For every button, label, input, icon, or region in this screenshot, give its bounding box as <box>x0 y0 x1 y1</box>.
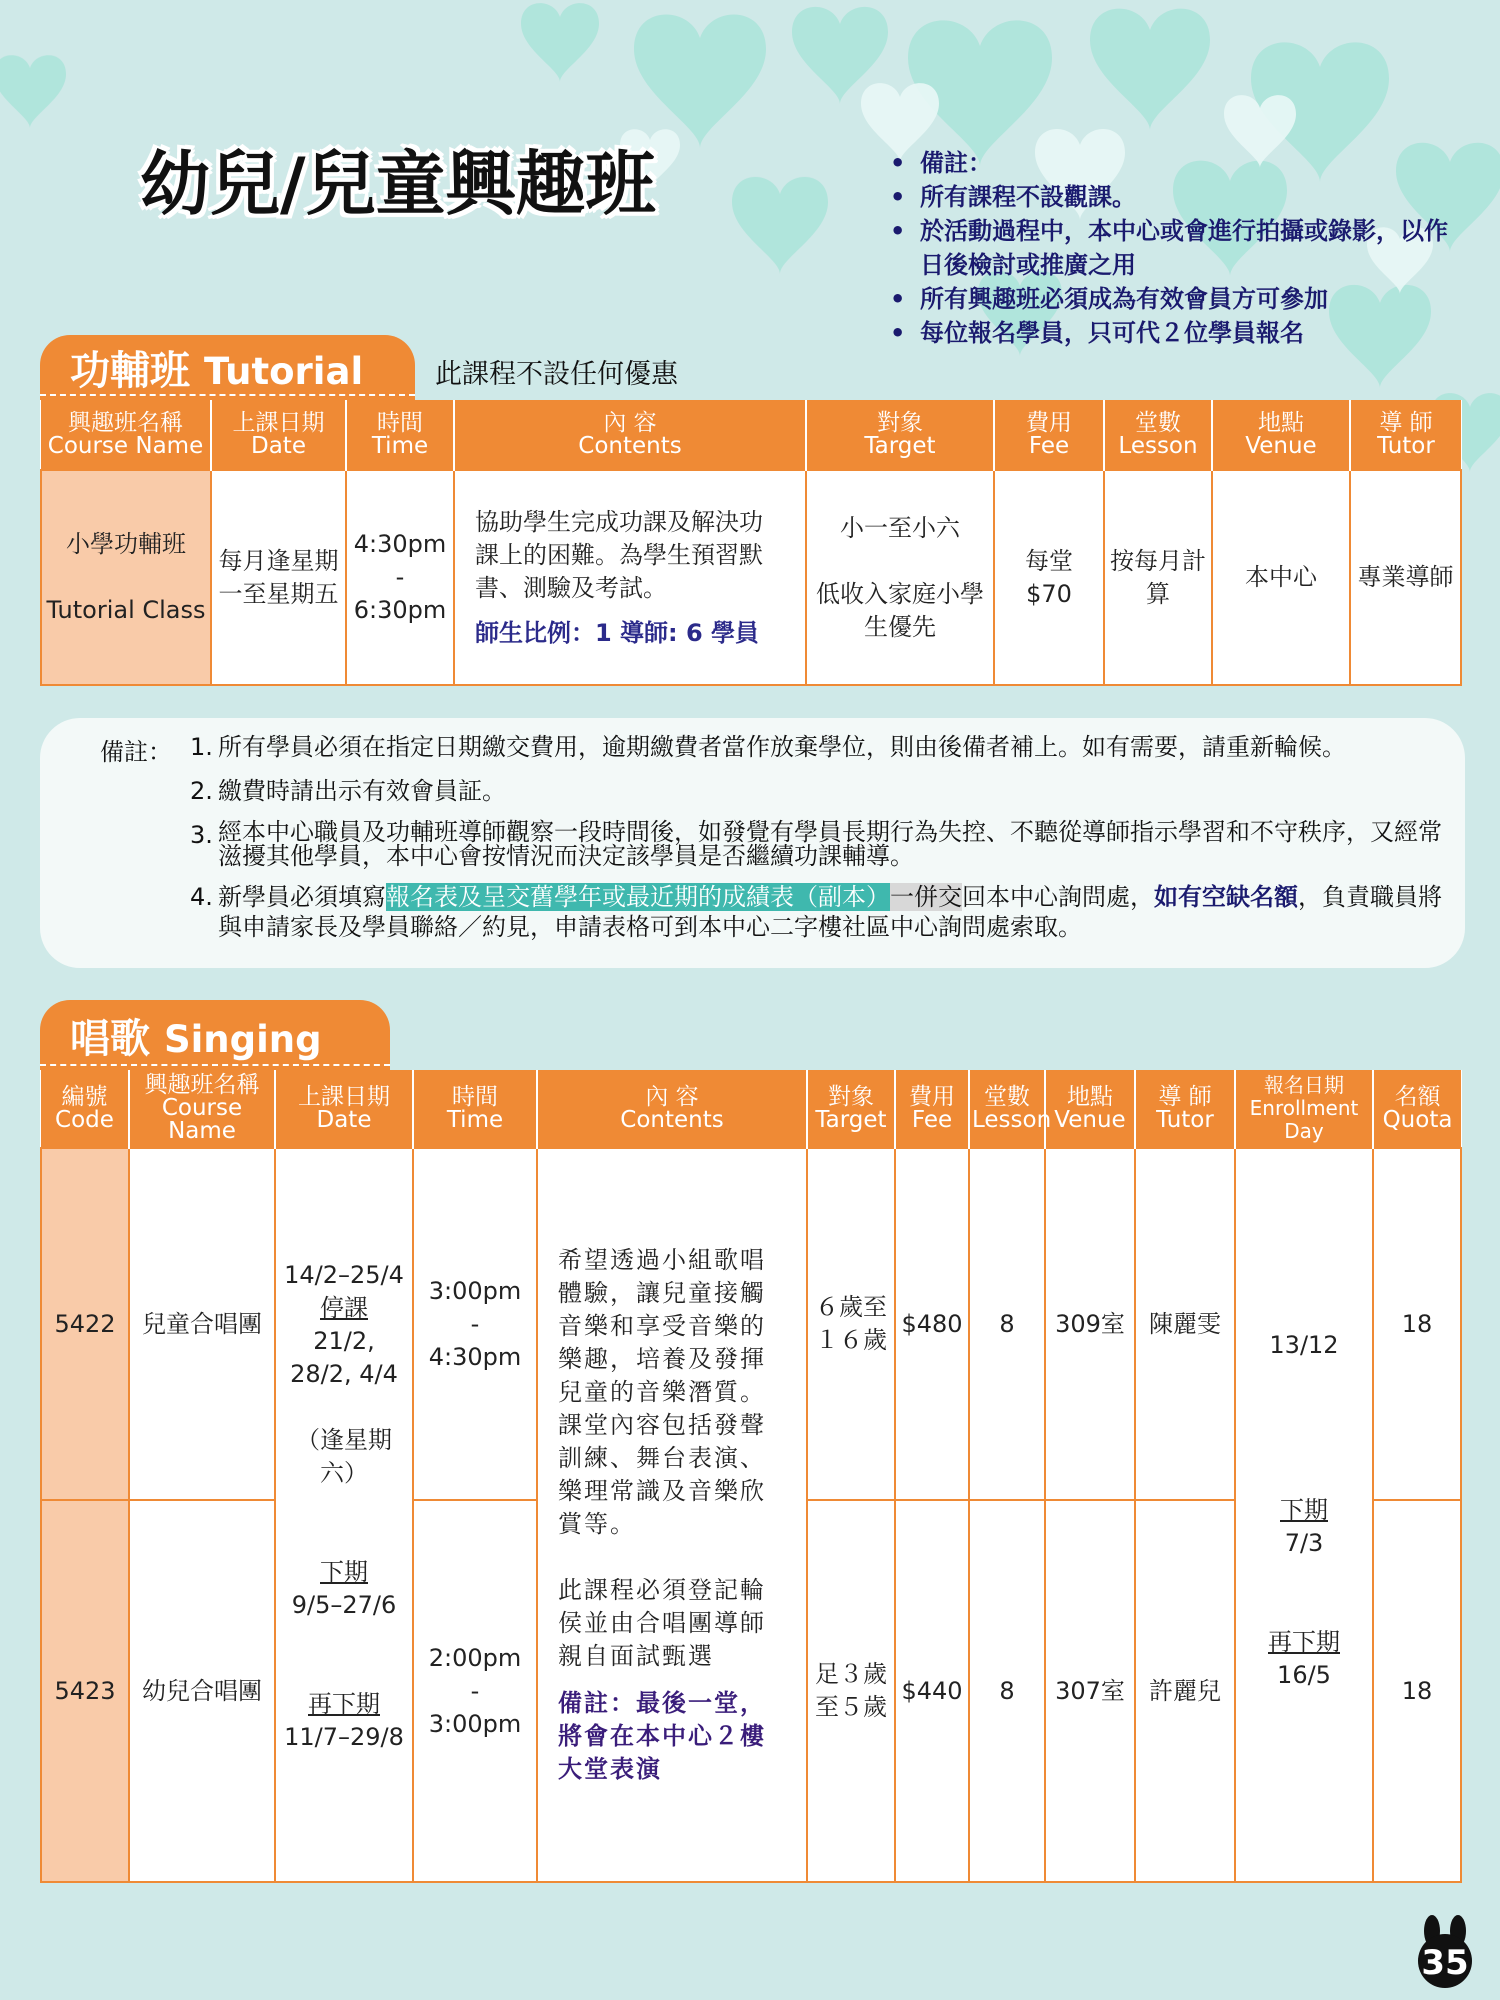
top-note: • 所有課程不設觀課。 <box>890 180 1450 214</box>
top-note: • 所有興趣班必須成為有效會員方可參加 <box>890 282 1450 316</box>
header-target: 對象 Target <box>806 400 994 470</box>
time-cell: 2:00pm - 3:00pm <box>413 1500 537 1882</box>
header-venue: 地點 Venue <box>1212 400 1350 470</box>
remark-item: 1. 所有學員必須在指定日期繳交費用，逾期繳費者當作放棄學位，則由後備者補上。如有需要，請重新輪候。 <box>190 733 1346 761</box>
header-course-name: 興趣班名稱 Course Name <box>41 400 211 470</box>
table-row <box>41 1148 1461 1500</box>
date-cell: 14/2–25/4 停課 21/2, 28/2, 4/4 （逢星期六） 下期 9/5–27/6 再下期 11/7–29/8 <box>275 1148 413 1882</box>
date-cell: 每月逢星期一至星期五 <box>211 470 346 685</box>
venue-cell: 309室 <box>1045 1148 1135 1500</box>
venue-cell: 本中心 <box>1212 470 1350 685</box>
page-number-badge <box>1408 1915 1482 1989</box>
header-date: 上課日期 Date <box>275 1070 413 1148</box>
header-time: 時間 Time <box>346 400 454 470</box>
tutor-cell: 專業導師 <box>1350 470 1461 685</box>
header-quota: 名額 Quota <box>1373 1070 1461 1148</box>
remarks-label: 備註： <box>100 738 172 766</box>
remarks-list <box>190 732 1450 956</box>
header-date: 上課日期 Date <box>211 400 346 470</box>
target-cell: ６歲至１６歲 <box>807 1148 895 1500</box>
time-cell: 4:30pm - 6:30pm <box>346 470 454 685</box>
top-note: • 備註： <box>890 146 1450 180</box>
header-lesson: 堂數 Lesson <box>1104 400 1212 470</box>
lesson-cell: 8 <box>969 1148 1045 1500</box>
remark-item: 3. 經本中心職員及功輔班導師觀察一段時間後，如發覺有學員長期行為失控、不聽從導師指示學習和不守秩序，又經常滋擾其他學員，本中心會按情況而決定該學員是否繼續功課輔導。 <box>190 818 1442 870</box>
tutorial-table <box>40 400 1462 686</box>
fee-cell: $480 <box>895 1148 969 1500</box>
quota-cell: 18 <box>1373 1148 1461 1500</box>
header-tutor: 導 師 Tutor <box>1135 1070 1235 1148</box>
course-name-cell: 小學功輔班 Tutorial Class <box>41 470 211 685</box>
header-fee: 費用 Fee <box>994 400 1104 470</box>
header-course-name: 興趣班名稱 Course Name <box>129 1070 275 1148</box>
header-time: 時間 Time <box>413 1070 537 1148</box>
remark-item: 4. 新學員必須填寫報名表及呈交舊學年或最近期的成績表（副本）一併交回本中心詢問處，如有空缺名額，負責職員將與申請家長及學員聯絡／約見，申請表格可到本中心二字樓社區中心詢問處索取。 <box>190 883 1442 941</box>
table-row <box>41 470 1461 685</box>
lesson-cell: 8 <box>969 1500 1045 1882</box>
page-title: 幼兒/兒童興趣班 <box>140 143 656 225</box>
course-name-cell: 幼兒合唱團 <box>129 1500 275 1882</box>
target-cell: 足３歲至５歲 <box>807 1500 895 1882</box>
header-lesson: 堂數 Lesson <box>969 1070 1045 1148</box>
header-venue: 地點 Venue <box>1045 1070 1135 1148</box>
header-code: 編號 Code <box>41 1070 129 1148</box>
header-tutor: 導 師 Tutor <box>1350 400 1461 470</box>
fee-cell: 每堂 $70 <box>994 470 1104 685</box>
code-cell: 5423 <box>41 1500 129 1882</box>
quota-cell: 18 <box>1373 1500 1461 1882</box>
singing-tab-title: 唱歌 Singing <box>70 1015 322 1062</box>
course-name-cell: 兒童合唱團 <box>129 1148 275 1500</box>
lesson-cell: 按每月計算 <box>1104 470 1212 685</box>
target-cell: 小一至小六 低收入家庭小學生優先 <box>806 470 994 685</box>
tutorial-section-tab <box>40 335 415 400</box>
top-note: • 每位報名學員，只可代２位學員報名 <box>890 316 1450 350</box>
code-cell: 5422 <box>41 1148 129 1500</box>
remark-item: 2. 繳費時請出示有效會員証。 <box>190 777 506 805</box>
contents-cell: 希望透過小組歌唱體驗，讓兒童接觸音樂和享受音樂的樂趣，培養及發揮兒童的音樂潛質。課堂內容包括發聲訓練、舞台表演、樂理常識及音樂欣賞等。 此課程必須登記輪侯並由合唱團導師親自面試甄選 備註：最後一堂，將會在本中心２樓大堂表演 <box>537 1148 807 1882</box>
no-discount-note: 此課程不設任何優惠 <box>435 359 678 390</box>
contents-cell: 協助學生完成功課及解決功課上的困難。為學生預習默書、測驗及考試。 師生比例：1 導師: 6 學員 <box>454 470 806 685</box>
remarks-box <box>40 718 1465 968</box>
top-note: • 於活動過程中，本中心或會進行拍攝或錄影，以作日後檢討或推廣之用 <box>890 214 1450 282</box>
tutorial-tab-title: 功輔班 Tutorial <box>70 348 364 394</box>
header-target: 對象 Target <box>807 1070 895 1148</box>
header-enrollment-day: 報名日期 Enrollment Day <box>1235 1070 1373 1148</box>
tutor-cell: 許麗兒 <box>1135 1500 1235 1882</box>
venue-cell: 307室 <box>1045 1500 1135 1882</box>
page-number: 35 <box>1421 1943 1469 1983</box>
header-contents: 內 容 Contents <box>537 1070 807 1148</box>
enrollment-cell: 13/12 下期 7/3 再下期 16/5 <box>1235 1148 1373 1882</box>
time-cell: 3:00pm - 4:30pm <box>413 1148 537 1500</box>
tutor-cell: 陳麗雯 <box>1135 1148 1235 1500</box>
singing-section-tab <box>40 1000 390 1070</box>
fee-cell: $440 <box>895 1500 969 1882</box>
header-fee: 費用 Fee <box>895 1070 969 1148</box>
singing-table <box>40 1070 1462 1883</box>
top-notes <box>890 146 1450 350</box>
header-contents: 內 容 Contents <box>454 400 806 470</box>
